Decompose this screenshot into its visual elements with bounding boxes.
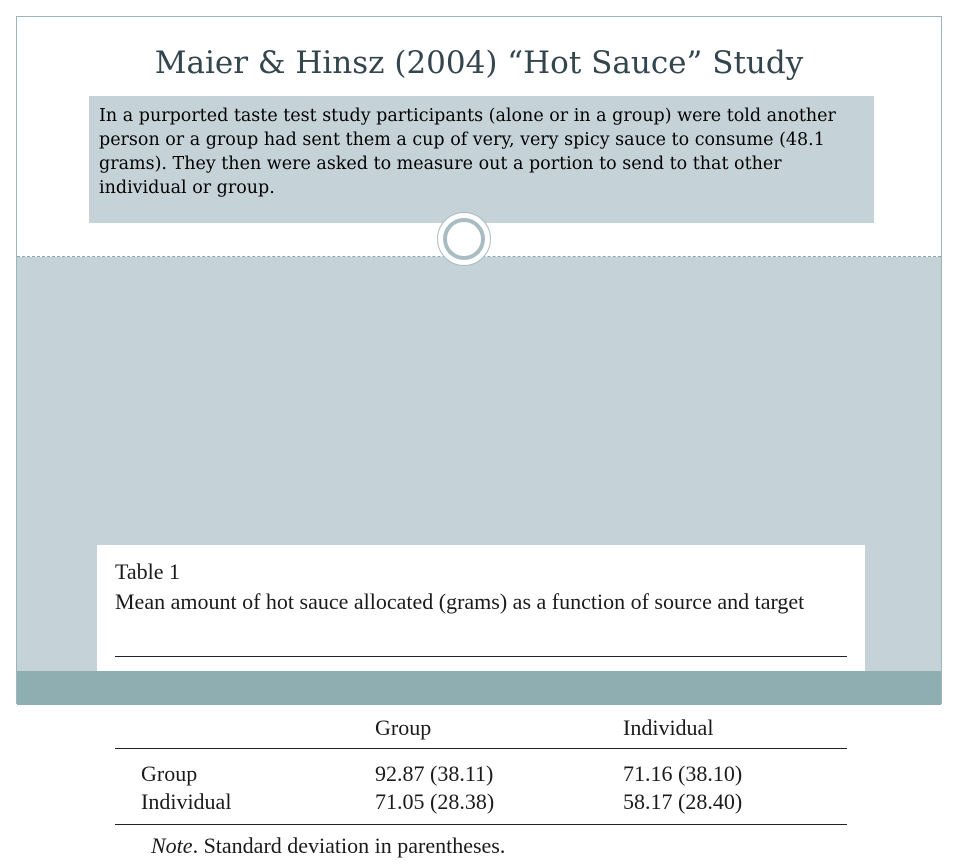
table-header-rule — [115, 748, 847, 749]
content-panel — [17, 257, 941, 858]
row-source-group: Group — [141, 761, 198, 786]
cell-group-individual: 71.16 (38.10) — [623, 761, 743, 786]
table-label: Table 1 — [115, 559, 181, 584]
table-bottom-rule — [115, 824, 847, 825]
note-label: Note — [151, 833, 193, 858]
description-box — [89, 96, 874, 223]
results-table — [115, 557, 847, 858]
cell-individual-individual: 58.17 (28.40) — [623, 789, 743, 814]
column-header-individual: Individual — [623, 715, 714, 740]
row-source-individual: Individual — [141, 789, 232, 814]
column-header-group: Group — [375, 715, 432, 740]
table-note — [151, 833, 505, 859]
table-card — [97, 545, 865, 865]
circle-ornament-ring — [443, 218, 485, 260]
table-top-rule — [115, 656, 847, 657]
note-text: . Standard deviation in parentheses. — [192, 833, 506, 858]
description-text: In a purported taste test study participants (alone or in a group) were told another person or a group had sent them a cup of very, very spicy sauce to consume (48.1 grams). They then were asked to measure out a portion to send to that other individual or group. — [99, 106, 836, 198]
cell-individual-group: 71.05 (28.38) — [375, 789, 495, 814]
footer-band — [17, 671, 941, 705]
table-caption: Mean amount of hot sauce allocated (grams) as a function of source and target — [115, 589, 805, 614]
slide-frame — [16, 16, 942, 858]
circle-ornament-icon — [437, 212, 491, 266]
cell-group-group: 92.87 (38.11) — [375, 761, 494, 786]
slide-title: Maier & Hinsz (2004) “Hot Sauce” Study — [154, 45, 804, 81]
